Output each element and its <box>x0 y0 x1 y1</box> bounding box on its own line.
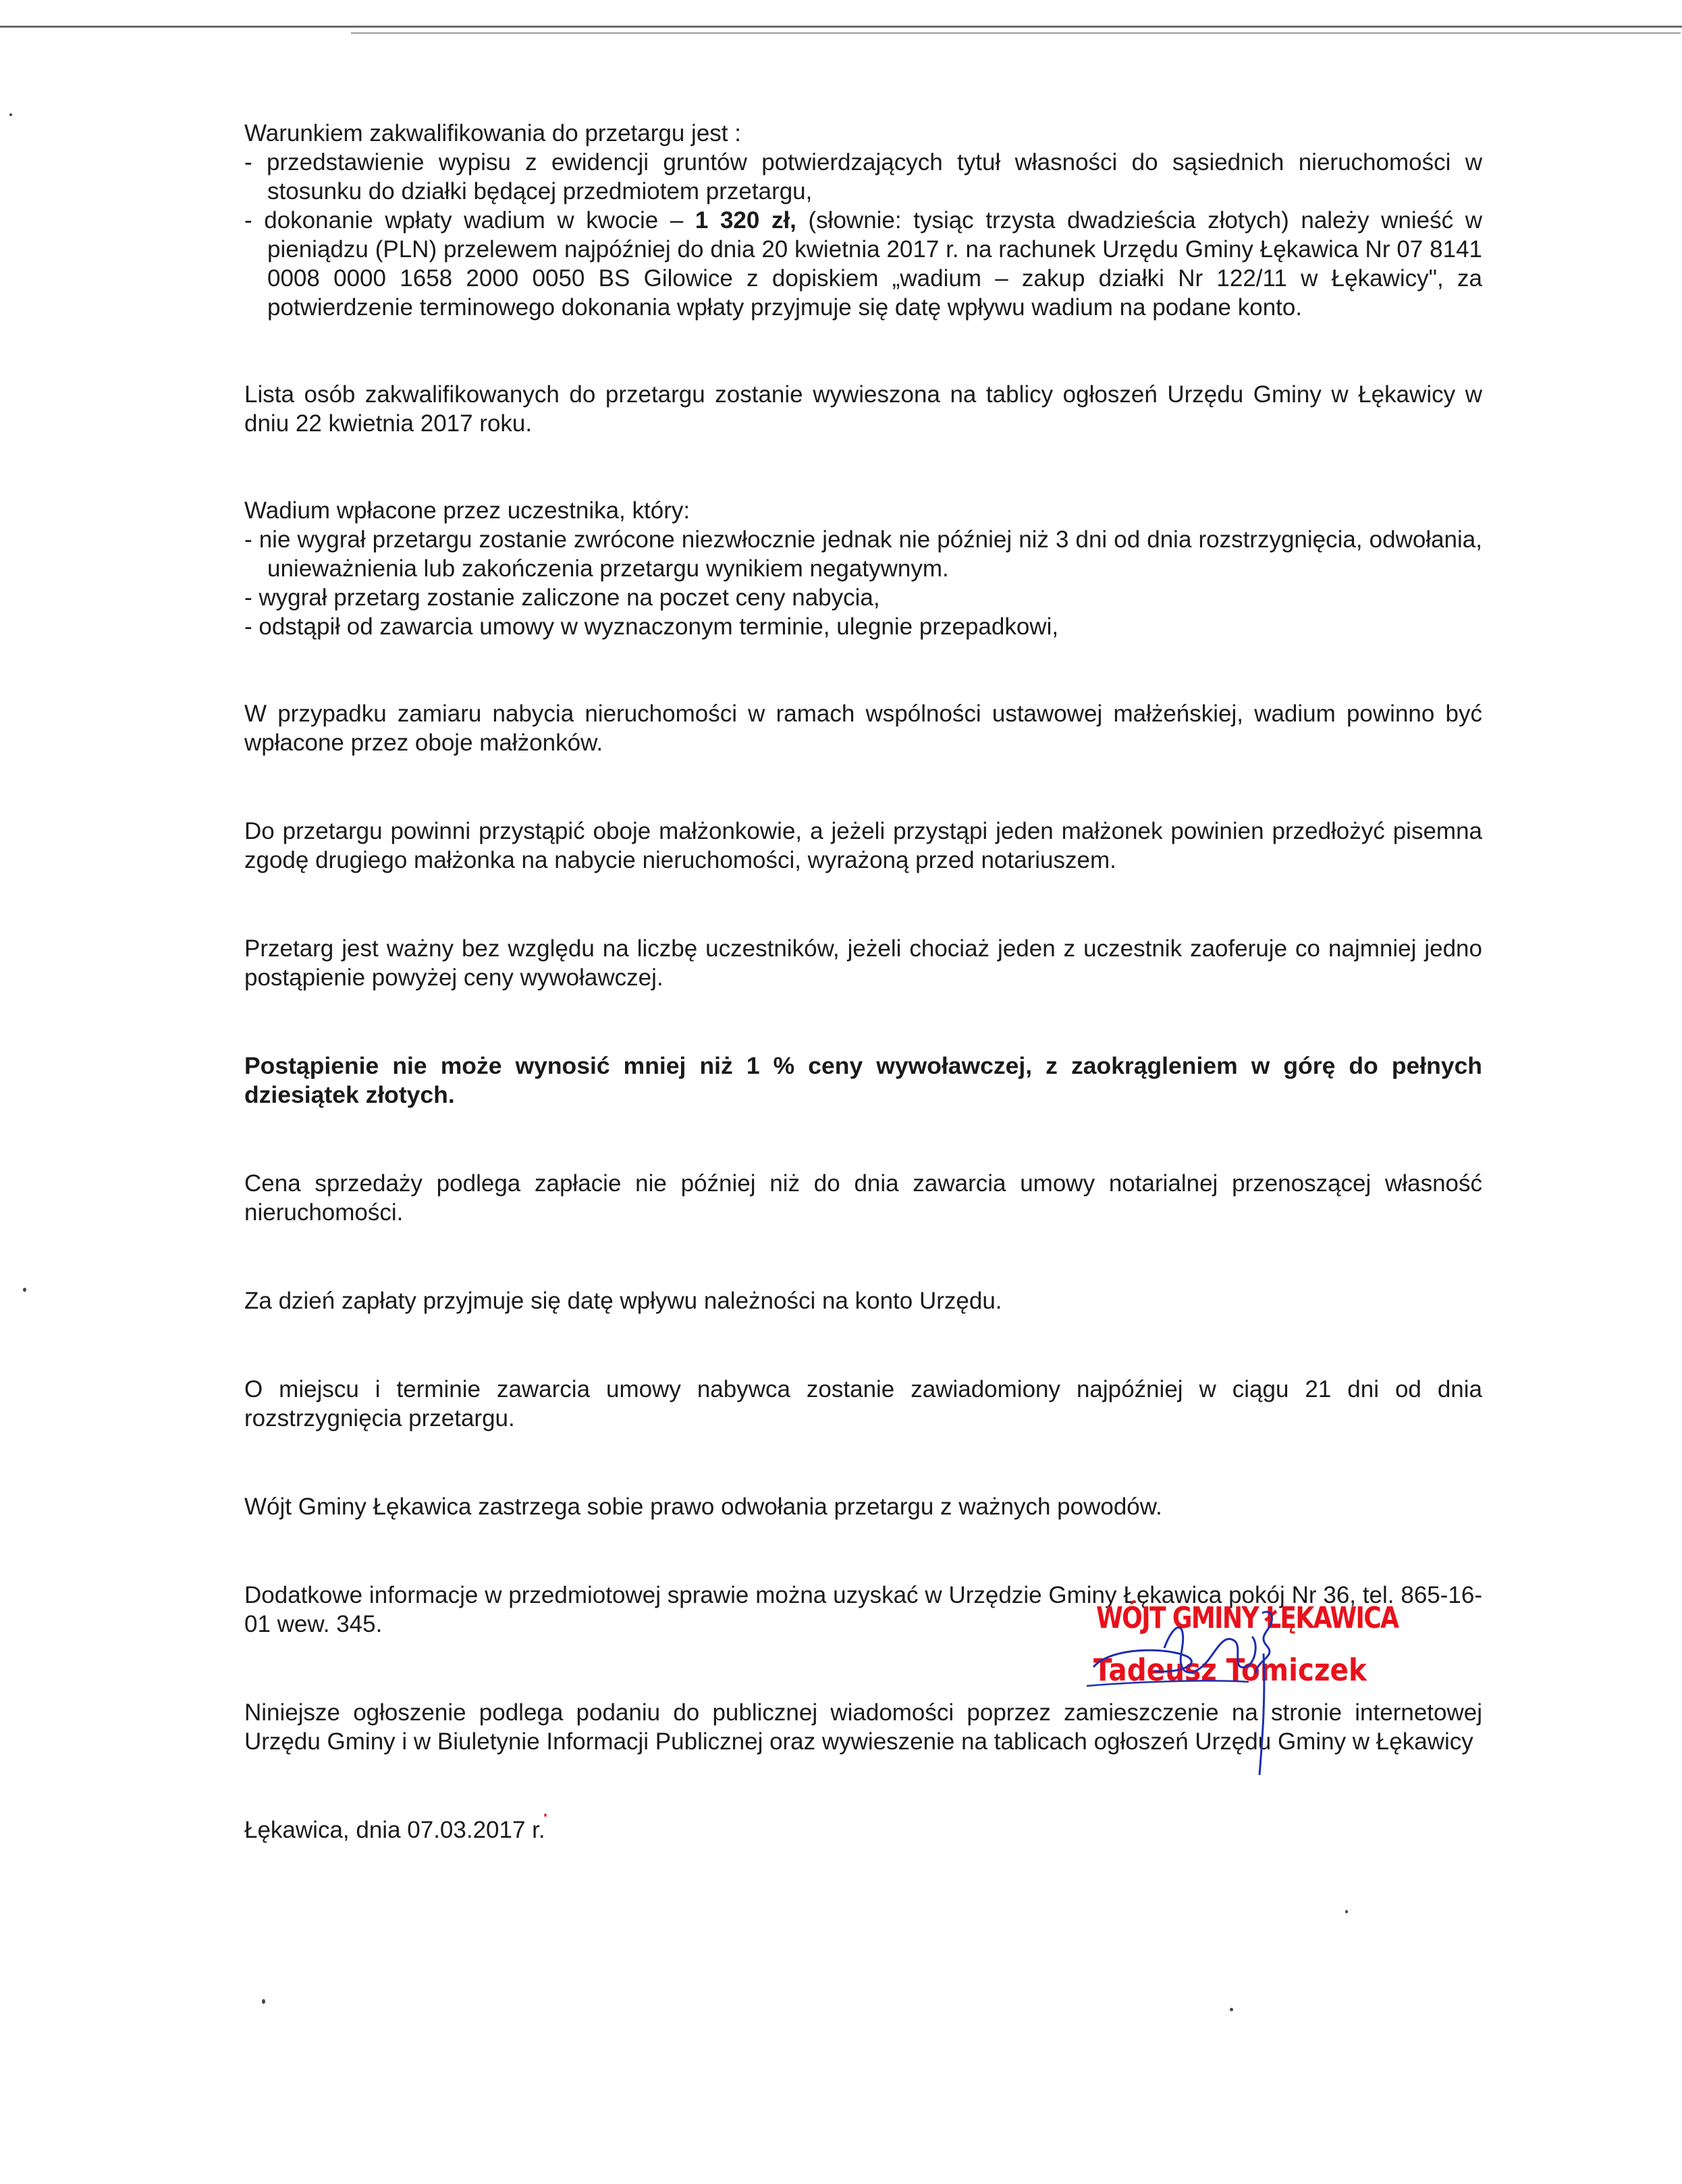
deposit-text-pre: - dokonanie wpłaty wadium w kwocie – <box>244 207 695 234</box>
payment-date-paragraph: Za dzień zapłaty przyjmuje się datę wpływu należności na konto Urzędu. <box>244 1288 1002 1314</box>
payment-deadline-paragraph: Cena sprzedaży podlega zapłacie nie później niż do dnia zawarcia umowy notarialnej przenoszącej własność nieruchomości. <box>244 1170 1482 1226</box>
qualified-list-paragraph: Lista osób zakwalifikowanych do przetargu zostanie wywieszona na tablicy ogłoszeń Urzędu Gminy w Łękawicy w dniu 22 kwietnia 2017 roku. <box>244 381 1482 437</box>
scan-top-border <box>0 26 1682 28</box>
scan-speck <box>1345 1910 1348 1913</box>
document-body <box>244 119 1482 1845</box>
scan-top-border-secondary <box>351 32 1681 34</box>
deposit-rule-item: - odstąpił od zawarcia umowy w wyznaczonym terminie, ulegnie przepadkowi, <box>244 613 1059 640</box>
qualification-intro: Warunkiem zakwalifikowania do przetargu jest : <box>244 120 741 146</box>
notification-paragraph: O miejscu i terminie zawarcia umowy nabywca zostanie zawiadomiony najpóźniej w ciągu 21 dni od dnia rozstrzygnięcia przetargu. <box>244 1376 1482 1431</box>
spouses-consent-paragraph: Do przetargu powinni przystąpić oboje małżonkowie, a jeżeli przystąpi jeden małżonek powinien przedłożyć pisemna zgodę drugiego małżonka na nabycie nieruchomości, wyrażoną przed notariuszem. <box>244 818 1482 873</box>
deposit-rule-item: - wygrał przetarg zostanie zaliczone na poczet ceny nabycia, <box>244 584 880 611</box>
qualification-item: - przedstawienie wypisu z ewidencji gruntów potwierdzających tytuł własności do sąsiednich nieruchomości w stosunku do działki będącej przedmiotem przetargu, <box>244 149 1482 204</box>
document-date: Łękawica, dnia 07.03.2017 r. <box>244 1817 545 1843</box>
spouses-deposit-paragraph: W przypadku zamiaru nabycia nieruchomości w ramach wspólności ustawowej małżeńskiej, wadium powinno być wpłacone przez oboje małżonków. <box>244 701 1482 756</box>
cancellation-paragraph: Wójt Gminy Łękawica zastrzega sobie prawo odwołania przetargu z ważnych powodów. <box>244 1494 1162 1520</box>
qualification-item-deposit <box>244 206 1482 322</box>
deposit-amount: 1 320 zł, <box>695 207 796 234</box>
deposit-text-post: (słownie: tysiąc trzysta dwadzieścia złotych) należy wnieść w pieniądzu (PLN) przelewem najpóźniej do dnia 20 kwietnia 2017 r. na rachunek Urzędu Gminy Łękawica Nr 07 8141 0008 0000 1658 2000 0050 BS Gilowice z dopiskiem „wadium – zakup działki Nr 122/11 w Łękawicy", za potwierdzenie terminowego dokonania wpłaty przyjmuje się datę wpływu wadium na podane konto. <box>267 207 1483 321</box>
scan-speck <box>1230 2008 1233 2011</box>
deposit-rules-intro: Wadium wpłacone przez uczestnika, który: <box>244 497 690 524</box>
bid-increment-paragraph: Postąpienie nie może wynosić mniej niż 1 % ceny wywoławczej, z zaokrągleniem w górę do pełnych dziesiątek złotych. <box>244 1052 1482 1108</box>
scan-speck <box>23 1288 26 1292</box>
scan-speck <box>262 1999 265 2004</box>
handwritten-signature <box>1073 1606 1316 1890</box>
contact-info-paragraph: Dodatkowe informacje w przedmiotowej sprawie można uzyskać w Urzędzie Gminy Łękawica pokój Nr 36, tel. 865-16-01 wew. 345. <box>244 1582 1482 1637</box>
validity-paragraph: Przetarg jest ważny bez względu na liczbę uczestników, jeżeli chociaż jeden z uczestnik zaoferuje co najmniej jedno postąpienie powyżej ceny wywoławczej. <box>244 935 1482 991</box>
scan-speck <box>9 113 12 116</box>
deposit-rule-item: - nie wygrał przetargu zostanie zwrócone niezwłocznie jednak nie później niż 3 dni od dnia rozstrzygnięcia, odwołania, unieważnienia lub zakończenia przetargu wynikiem negatywnym. <box>244 526 1482 582</box>
stamp-name: Tadeusz Tomiczek <box>1093 1652 1367 1688</box>
publication-paragraph: Niniejsze ogłoszenie podlega podaniu do publicznej wiadomości poprzez zamieszczenie na stronie internetowej Urzędu Gminy i w Biuletynie Informacji Publicznej oraz wywieszenie na tablicach ogłoszeń Urzędu Gminy w Łękawicy <box>244 1699 1482 1755</box>
stamp-title: WÓJT GMINY ŁĘKAWICA <box>1096 1601 1399 1635</box>
